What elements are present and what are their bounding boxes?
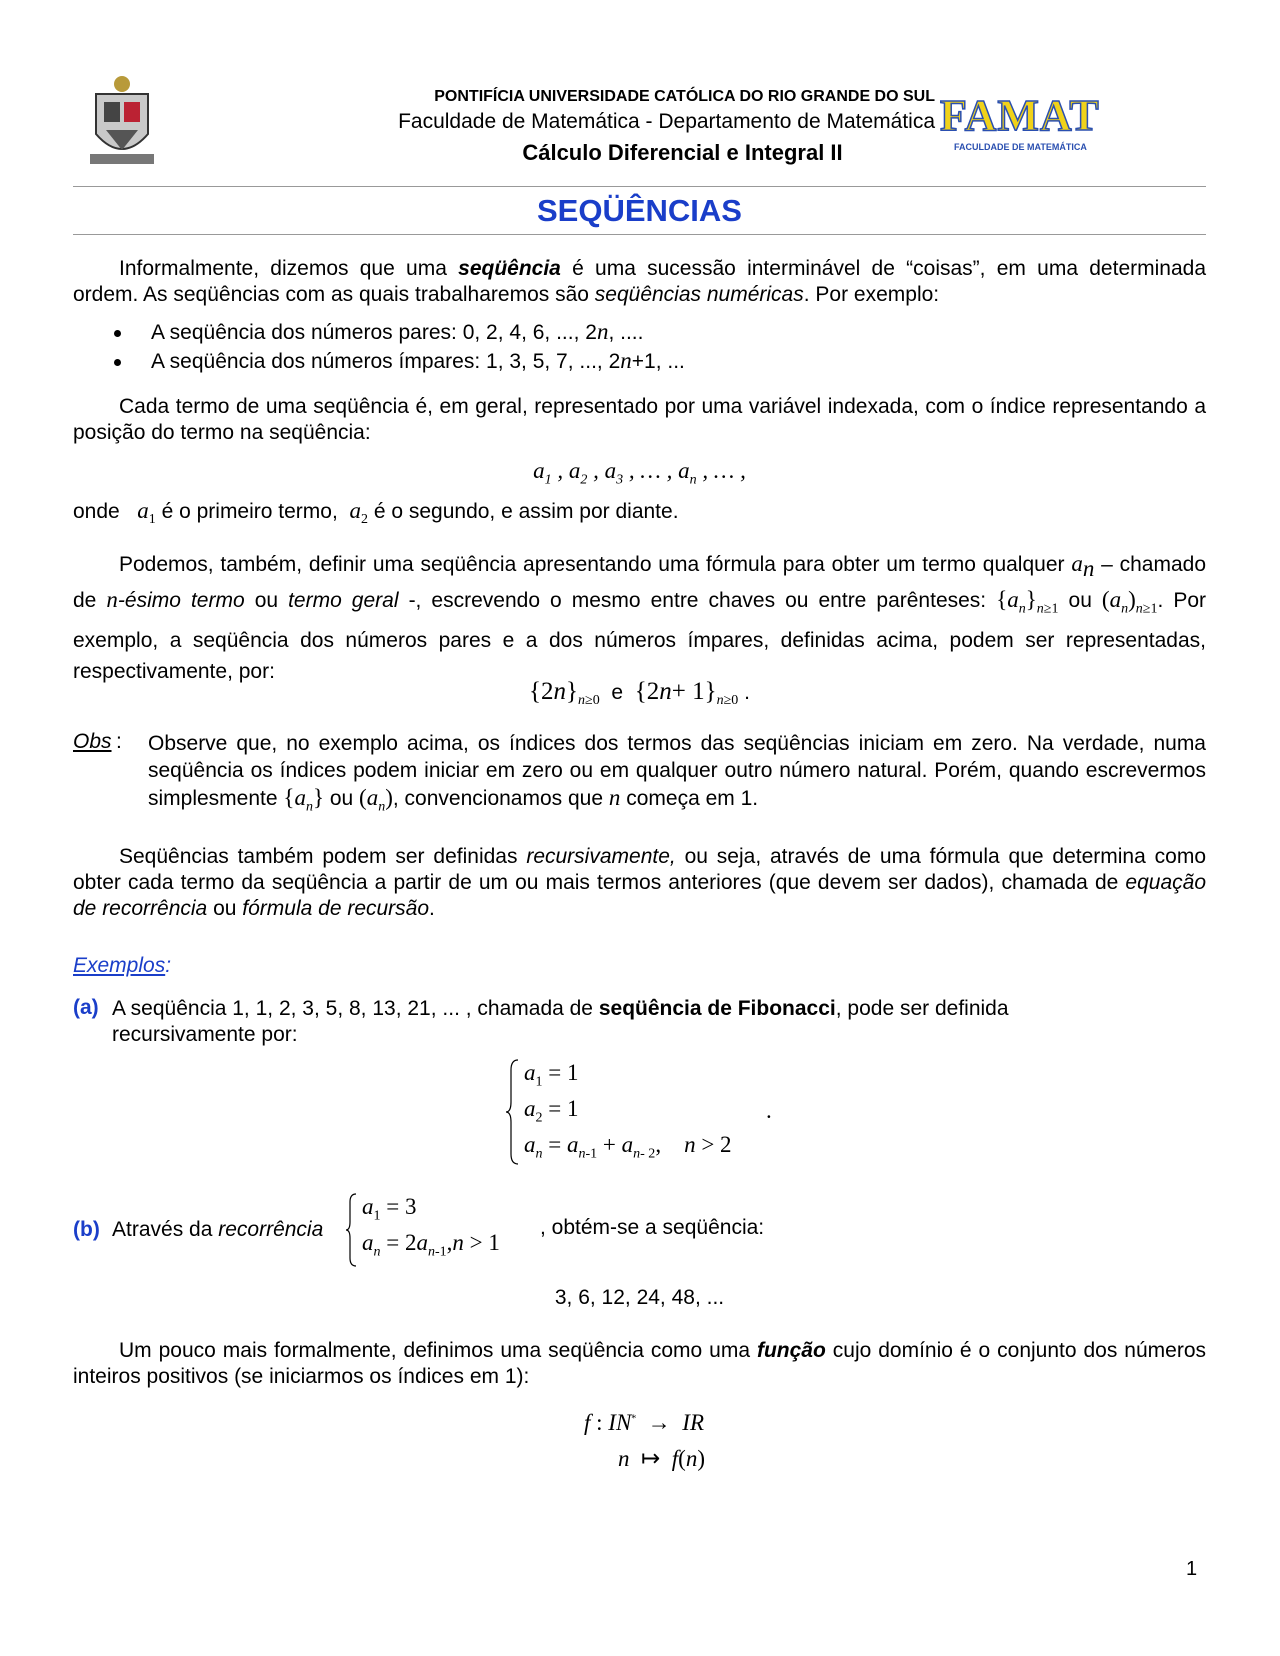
even-odd-set-formula: $\{2n\}_{n\ge 0}$ e $\{2n+ 1\}_{n\ge 0}$ . (529, 678, 750, 709)
list-item: A seqüência dos números ímpares: 1, 3, 5, 7, ..., 2n+1, ... (114, 347, 685, 376)
example-a-text: A seqüência 1, 1, 2, 3, 5, 8, 13, 21, ... , chamada de seqüência de Fibonacci, pode ser definida recursivamente por: (112, 997, 1009, 1046)
indexed-sequence-formula: $a_1$ , $a_2$ , $a_3$ , … , $a_n$ , … , (533, 458, 746, 488)
function-paragraph: Um pouco mais formalmente, definimos uma seqüência como uma função cujo domínio é o conjunto dos números inteiros positivos (se iniciarmos os índices em 1): (73, 1339, 1206, 1388)
obs-text: Observe que, no exemplo acima, os índices dos termos das seqüências iniciam em zero. Na verdade, numa seqüência os índices podem iniciar em zero ou em qualquer outro número natural. Porém, quando escrevermos simplesmente $\{a_n\}$ ou $(a_n)$, convencionamos que n começa em 1. (148, 732, 1206, 815)
fibonacci-recurrence: $a_1 = 1$ $a_2 = 1$ $a_n = a_{n-1} + a_{n- 2}$, n > 2 . (506, 1058, 806, 1168)
examples-heading: Exemplos: (73, 954, 172, 977)
onde-line: onde $a_1$ é o primeiro termo, $a_2$ é o segundo, e assim por diante. (73, 498, 679, 528)
example-b-text-start: Através da recorrência (112, 1218, 324, 1241)
university-name: PONTIFÍCIA UNIVERSIDADE CATÓLICA DO RIO GRANDE DO SUL (434, 88, 935, 105)
title-divider (73, 234, 1206, 235)
function-mapping-rule: n ↦ f(n) (618, 1446, 706, 1471)
intro-paragraph: Informalmente, dizemos que uma seqüência é uma sucessão interminável de “coisas”, em uma determinada ordem. As seqüências com as quais trabalharemos são seqüências numéricas. Por exemplo: (73, 257, 1206, 306)
header-divider (73, 186, 1206, 187)
course-name: Cálculo Diferencial e Integral II (522, 140, 843, 165)
bullet-icon (114, 330, 121, 337)
general-term-paragraph: Podemos, também, definir uma seqüência apresentando uma fórmula para obter um termo qualquer $a_n$ – chamado de n-ésimo termo ou termo geral -, escrevendo o mesmo entre chaves ou entre parênteses: $\{a_n\}_{n\ge 1}$ ou $(a_n)_{n\ge 1}$. Por exemplo, a seqüência dos números pares e a dos números ímpares, definidas acima, podem ser representadas, respectivamente, por: (73, 551, 1207, 683)
recursive-paragraph: Seqüências também podem ser definidas recursivamente, ou seja, através de uma fórmula que determina como obter cada termo da seqüência a partir de um ou mais termos anteriores (que devem ser dados), chamada de equação de recorrência ou fórmula de recursão. (73, 845, 1206, 920)
bullet-list (114, 318, 685, 376)
famat-logo-text: FAMAT (940, 91, 1100, 140)
example-a-label: (a) (73, 996, 99, 1019)
faculty-name: Faculdade de Matemática - Departamento de Matemática (398, 110, 935, 133)
indexed-paragraph: Cada termo de uma seqüência é, em geral, representado por uma variável indexada, com o índice representando a posição do termo na seqüência: (73, 395, 1206, 444)
list-item: A seqüência dos números pares: 0, 2, 4, 6, ..., 2n, .... (114, 318, 685, 347)
famat-logo-subtitle: FACULDADE DE MATEMÁTICA (954, 142, 1087, 152)
famat-logo (940, 91, 1100, 164)
obs-colon: : (116, 730, 122, 753)
example-b-label: (b) (73, 1218, 100, 1241)
university-crest-logo (86, 74, 158, 172)
example-b-text-end: , obtém-se a seqüência: (540, 1216, 765, 1239)
left-brace-icon (346, 1192, 358, 1268)
function-map-formula: f : IN* → IR (584, 1410, 704, 1435)
page-title: SEQÜÊNCIAS (537, 193, 742, 228)
page-number: 1 (1186, 1558, 1198, 1580)
left-brace-icon (506, 1058, 520, 1166)
example-b-result: 3, 6, 12, 24, 48, ... (554, 1286, 725, 1309)
example-b-recurrence: $a_1 = 3$ $a_n = 2a_{n-1},n > 1$ (346, 1192, 536, 1268)
obs-label: Obs (73, 730, 112, 753)
bullet-icon (114, 359, 121, 366)
